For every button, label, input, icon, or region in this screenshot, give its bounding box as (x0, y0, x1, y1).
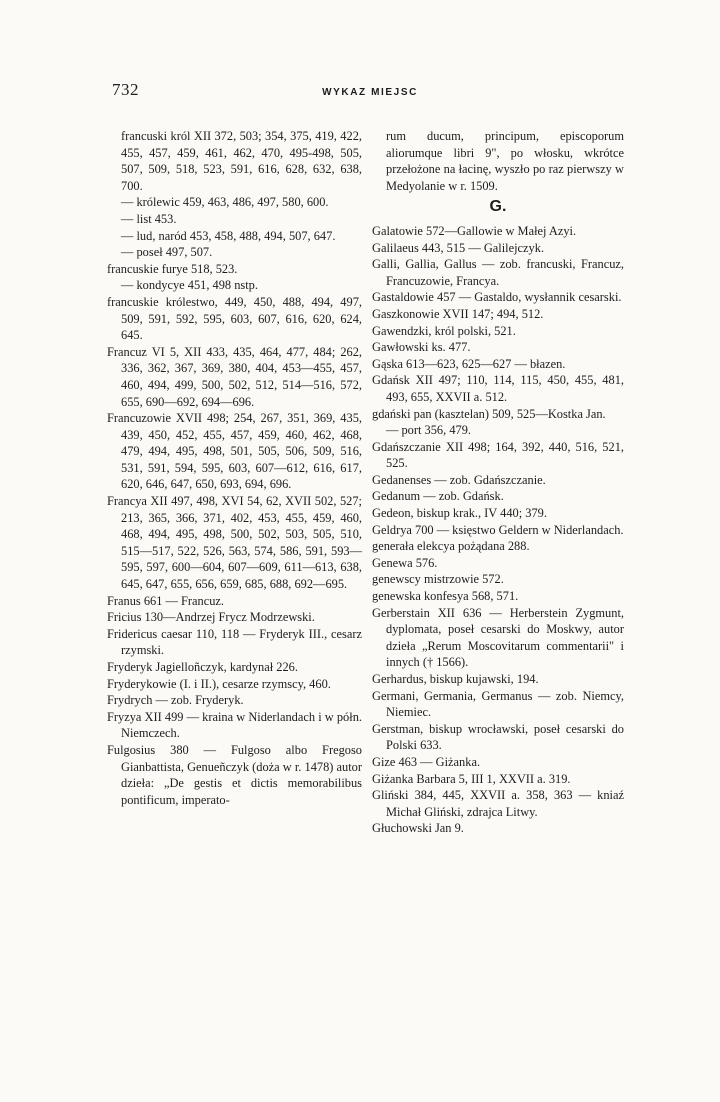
index-subentry: — kondycye 451, 498 nstp. (121, 278, 258, 293)
index-entry: Gawłowski ks. 477. (372, 340, 471, 355)
index-entry: Gerstman, biskup wrocławski, poseł cesarski do Polski 633. (372, 721, 624, 753)
index-entry: Fryzya XII 499 — kraina w Niderlandach i w półn. Niemczech. (107, 709, 362, 741)
index-entry: Gdańsk XII 497; 110, 114, 115, 450, 455, 481, 493, 655, XXVII a. 512. (372, 373, 624, 404)
index-entry: Gliński 384, 445, XXVII a. 358, 363 — kniaź Michał Gliński, zdrajca Litwy. (372, 788, 624, 819)
index-entry: Germani, Germania, Germanus — zob. Niemcy, Niemiec. (372, 688, 624, 720)
index-entry-continuation: francuski król XII 372, 503; 354, 375, 419, 422, 455, 457, 459, 461, 462, 470, 495-498, 505, 507, 509, 518, 523, 591, 616, 628, 632, 638, 700. (121, 129, 362, 193)
index-entry: Francuzowie XVII 498; 254, 267, 351, 369, 435, 439, 450, 452, 455, 457, 459, 460, 462, 468, 479, 494, 495, 498, 501, 505, 506, 509, 516, 531, 591, 594, 595, 603, 607—612, 616, 617, 620, 646, 647, 650, 693, 694, 696. (107, 411, 362, 492)
index-entry: generała elekcya pożądana 288. (372, 539, 530, 554)
page-number: 732 (112, 80, 139, 99)
index-entry: francuskie furye 518, 523. (107, 261, 238, 276)
index-subentry: — poseł 497, 507. (121, 245, 213, 260)
index-subentry: — list 453. (121, 211, 177, 226)
index-entry: Fricius 130—Andrzej Frycz Modrzewski. (107, 610, 315, 625)
index-entry: Gaszkonowie XVII 147; 494, 512. (372, 306, 544, 321)
index-entry: gdański pan (kasztelan) 509, 525—Kostka Jan. (372, 406, 606, 421)
index-subentry: — port 356, 479. (386, 423, 472, 438)
index-entry: Głuchowski Jan 9. (372, 821, 464, 836)
index-entry: Gawendzki, król polski, 521. (372, 323, 516, 338)
letter-heading: G. (489, 198, 507, 216)
index-entry: Gastaldowie 457 — Gastaldo, wysłannik cesarski. (372, 290, 622, 305)
index-entry: Francya XII 497, 498, XVI 54, 62, XVII 502, 527; 213, 365, 366, 371, 402, 453, 455, 459, 460, 468, 494, 495, 498, 500, 502, 503, 505, 510, 515—517, 522, 526, 563, 574, 586, 591, 593—595, 597, 600—604, 607—609, 611—613, 638, 645, 647, 655, 656, 659, 685, 688, 692—695. (107, 494, 362, 592)
index-entry: genewska konfesya 568, 571. (372, 589, 519, 604)
index-entry: Gerhardus, biskup kujawski, 194. (372, 672, 539, 686)
index-entry: Gedanenses — zob. Gdańszczanie. (372, 472, 546, 487)
left-column (107, 128, 362, 808)
index-entry: Gdańszczanie XII 498; 164, 392, 440, 516, 521, 525. (372, 439, 624, 471)
index-subentry: — lud, naród 453, 458, 488, 494, 507, 647. (121, 228, 336, 243)
index-entry: Gerberstain XII 636 — Herberstein Zygmunt, dyplomata, poseł cesarski do Moskwy, autor dzieła „Rerum Moscovitarum commentarii" i innych († 1566). (372, 605, 624, 670)
running-head: WYKAZ MIEJSC (322, 87, 418, 98)
index-entry: Gize 463 — Giżanka. (372, 754, 481, 769)
index-entry: Fryderyk Jagielloñczyk, kardynał 226. (107, 660, 298, 674)
index-entry: Gąska 613—623, 625—627 — błazen. (372, 356, 566, 371)
index-entry: Gedeon, biskup krak., IV 440; 379. (372, 506, 547, 521)
index-entry: Galatowie 572—Gallowie w Małej Azyi. (372, 223, 577, 238)
right-column (372, 128, 624, 837)
index-entry: Fryderykowie (I. i II.), cesarze rzymscy, 460. (107, 676, 331, 691)
index-entry: Fulgosius 380 — Fulgoso albo Fregoso Gianbattista, Genueñczyk (doża w r. 1478) autor dzieła: „De gestis et dictis memorabilibus pontificum, imperato- (107, 742, 362, 807)
index-entry: genewscy mistrzowie 572. (372, 572, 504, 587)
index-entry: Galilaeus 443, 515 — Galilejczyk. (372, 240, 545, 255)
index-entry: Genewa 576. (372, 555, 438, 570)
index-entry: Giżanka Barbara 5, III 1, XXVII a. 319. (372, 771, 571, 786)
index-entry: Galli, Gallia, Gallus — zob. francuski, Francuz, Francuzowie, Francya. (372, 257, 624, 288)
index-entry: Geldrya 700 — księstwo Geldern w Niderlandach. (372, 522, 624, 537)
index-entry: francuskie królestwo, 449, 450, 488, 494, 497, 509, 591, 592, 595, 603, 607, 616, 620, 624, 645. (107, 294, 362, 343)
index-subentry: — królewic 459, 463, 486, 497, 580, 600. (121, 195, 329, 210)
index-entry: Fridericus caesar 110, 118 — Fryderyk III., cesarz rzymski. (107, 626, 362, 658)
index-entry-continuation: rum ducum, principum, episcoporum aliorumque libri 9", po włosku, wkrótce przełożone na łacinę, wyszło po raz pierwszy w Medyolanie w r. 1509. (386, 129, 624, 193)
index-entry: Gedanum — zob. Gdańsk. (372, 489, 504, 504)
index-entry: Franus 661 — Francuz. (107, 593, 225, 608)
index-entry: Francuz VI 5, XII 433, 435, 464, 477, 484; 262, 336, 362, 367, 369, 380, 404, 453—455, 457, 460, 494, 499, 500, 502, 512, 514—516, 572, 655, 690—692, 694—696. (107, 344, 362, 409)
index-entry: Frydrych — zob. Fryderyk. (107, 693, 244, 708)
